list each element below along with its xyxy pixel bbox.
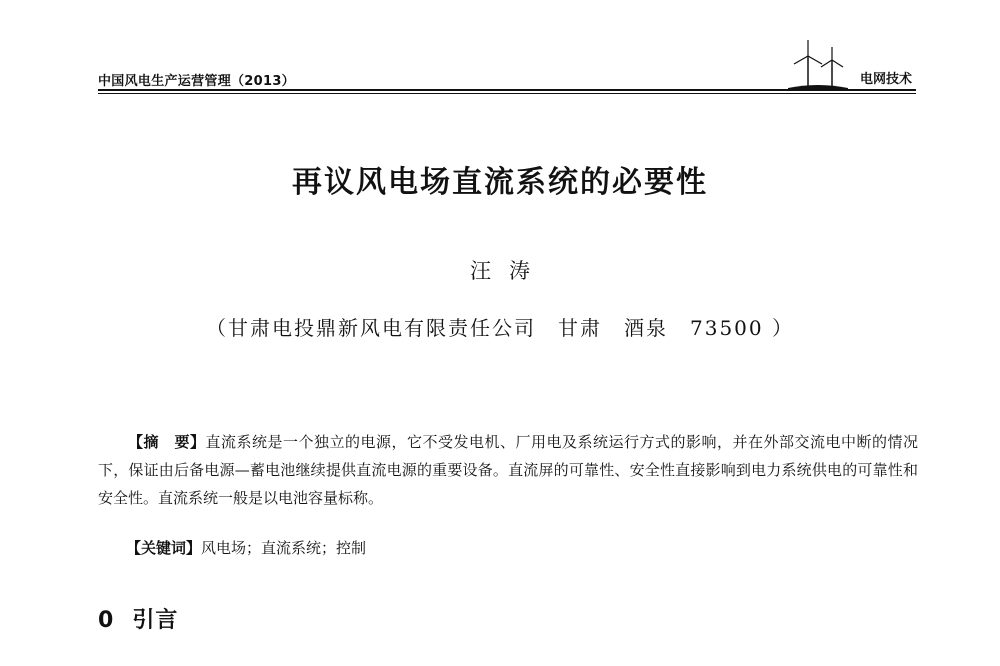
wind-turbine-icon [788, 38, 848, 90]
keywords-label: 【关键词】 [126, 539, 202, 557]
paper-author: 汪涛 [470, 259, 548, 283]
abstract-label: 【摘 要】 [128, 433, 206, 451]
header-rule [98, 89, 916, 91]
section-title: 引言 [132, 608, 179, 633]
abstract-text: 直流系统是一个独立的电源，它不受发电机、厂用电及系统运行方式的影响，并在外部交流电中断的情况下，保证由后备电源—蓄电池继续提供直流电源的重要设备。直流屏的可靠性、安全性直接影响到电力系统供电的可靠性和安全性。直流系统一般是以电池容量标称。 [98, 433, 918, 507]
keywords-text: 风电场；直流系统；控制 [201, 539, 367, 557]
paper-title: 再议风电场直流系统的必要性 [292, 165, 708, 200]
abstract [98, 428, 918, 512]
header-rule-thin [98, 93, 916, 94]
section-number: 0 [98, 608, 115, 633]
section-header: 电网技术 [859, 72, 912, 87]
paper-affiliation: （甘肃电投鼎新风电有限责任公司 甘肃 酒泉 73500 ） [206, 316, 794, 340]
journal-header: 中国风电生产运营管理（2013） [98, 74, 295, 89]
section-heading [98, 603, 178, 634]
keywords [126, 537, 366, 558]
